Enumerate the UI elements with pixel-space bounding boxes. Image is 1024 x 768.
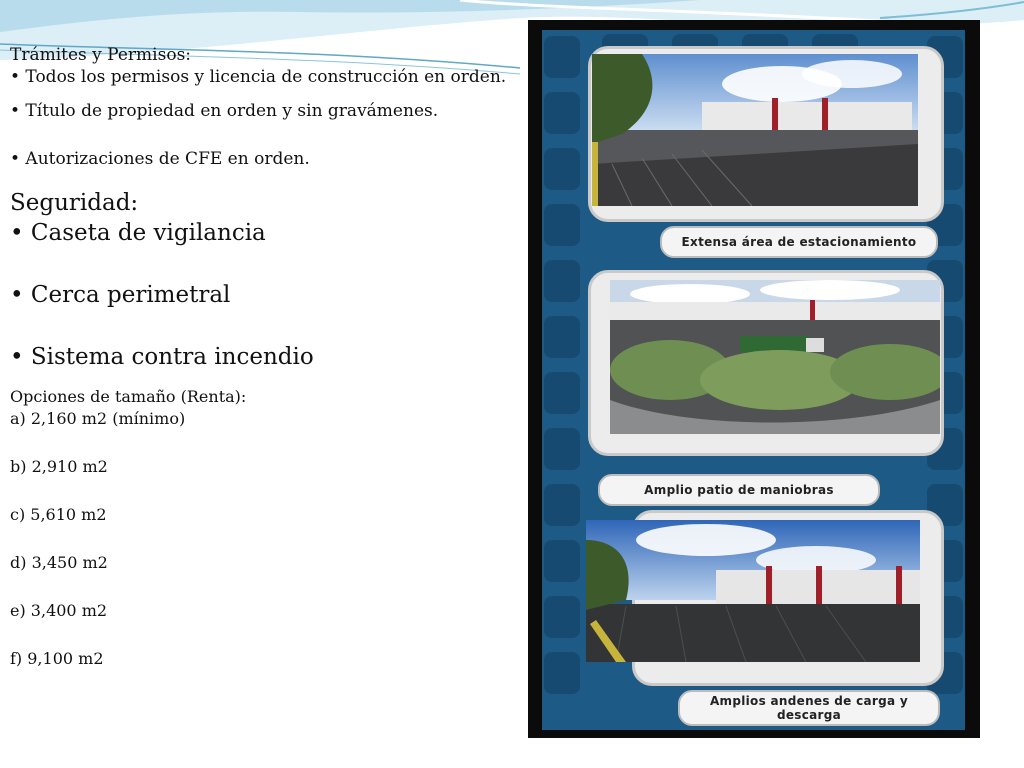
size-option: b) 2,910 m2 [10, 457, 108, 476]
sizes-title: Opciones de tamaño (Renta): [10, 387, 247, 406]
size-option: d) 3,450 m2 [10, 553, 108, 572]
security-title: Seguridad: [10, 190, 139, 216]
permits-item: • Título de propiedad en orden y sin gravámenes. [10, 101, 439, 121]
size-option: e) 3,400 m2 [10, 601, 108, 620]
size-option: f) 9,100 m2 [10, 649, 104, 668]
docks-photo [586, 520, 920, 662]
security-item: • Sistema contra incendio [10, 344, 314, 370]
size-option: a) 2,160 m2 (mínimo) [10, 409, 186, 428]
text-column [10, 44, 510, 670]
yard-photo [610, 280, 940, 434]
caption-parking: Extensa área de estacionamiento [660, 226, 938, 258]
permits-item: • Todos los permisos y licencia de construcción en orden. [10, 67, 507, 87]
poster-background [542, 30, 965, 730]
size-option: c) 5,610 m2 [10, 505, 107, 524]
permits-item: • Autorizaciones de CFE en orden. [10, 149, 310, 169]
security-item: • Caseta de vigilancia [10, 220, 266, 246]
brochure-poster [528, 20, 980, 738]
security-item: • Cerca perimetral [10, 282, 231, 308]
parking-photo [592, 54, 918, 206]
caption-yard: Amplio patio de maniobras [598, 474, 880, 506]
permits-title: Trámites y Permisos: [10, 45, 192, 65]
caption-docks: Amplios andenes de carga y descarga [678, 690, 940, 726]
